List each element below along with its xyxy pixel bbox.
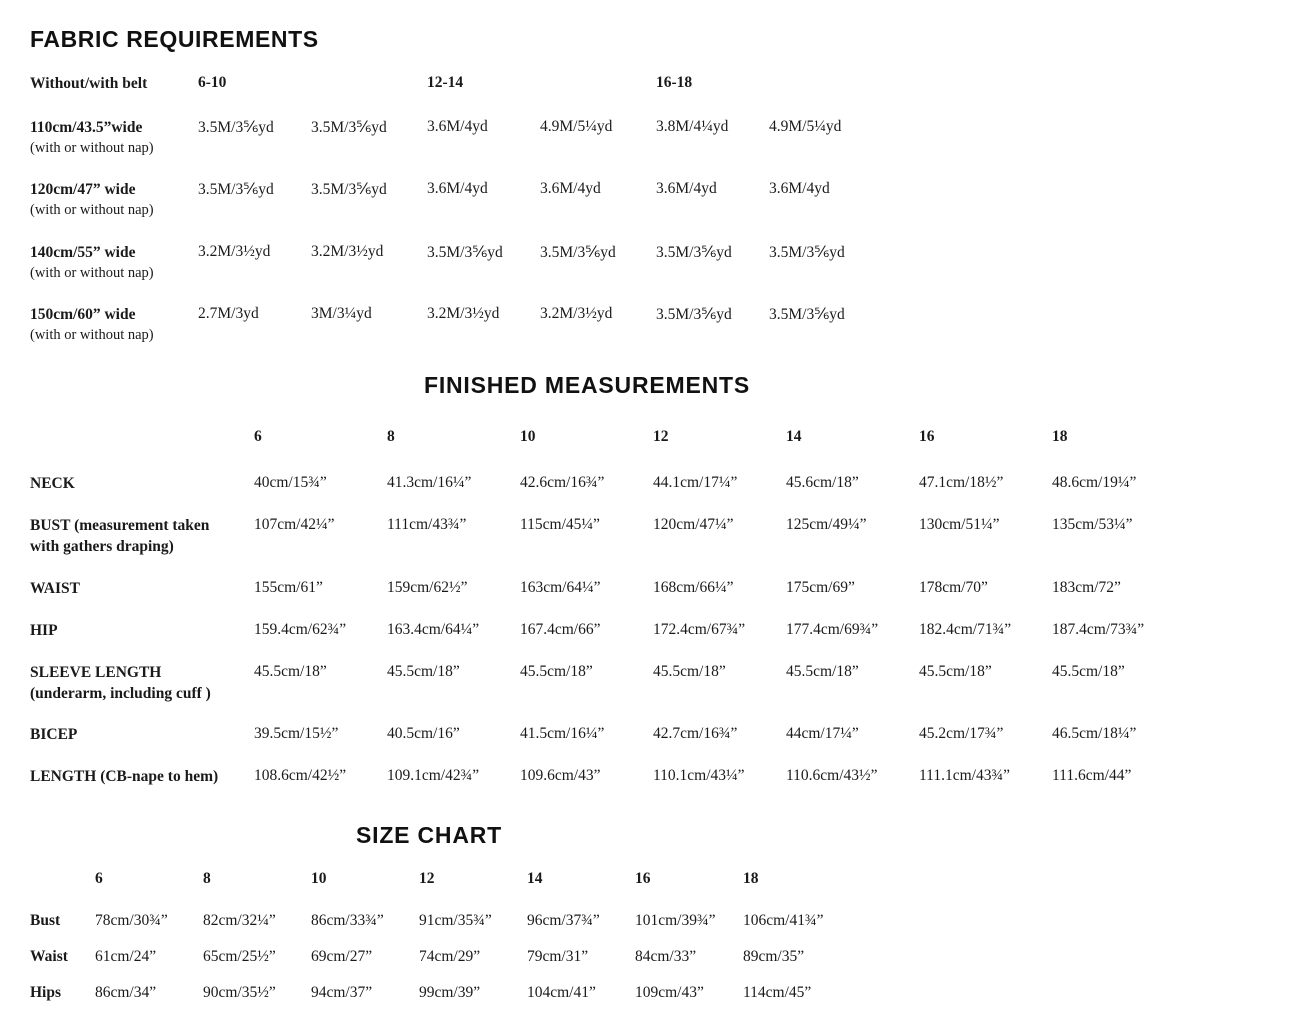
finished-cell: 41.5cm/16¼” (520, 725, 605, 743)
table-row (30, 579, 1144, 621)
size-chart-cell: 74cm/29” (419, 948, 481, 965)
size-chart-title: SIZE CHART (356, 822, 502, 848)
finished-size-14: 14 (786, 428, 802, 445)
finished-size-12: 12 (653, 428, 669, 445)
finished-row-label (30, 663, 254, 726)
finished-cell: 47.1cm/18½” (919, 474, 1004, 491)
fabric-row-label-main: 120cm/47” wide (30, 181, 136, 199)
size-chart-cell: 94cm/37” (311, 984, 373, 1001)
size-chart-cell: 104cm/41” (527, 984, 596, 1001)
finished-row-label (30, 621, 254, 663)
fabric-cell: 3.5M/3⅚yd (769, 306, 845, 324)
fabric-cell: 3.5M/3⅚yd (769, 243, 845, 261)
table-header-row (30, 74, 885, 118)
fabric-cell: 3.5M/3⅚yd (311, 119, 387, 136)
finished-cell: 110.6cm/43½” (786, 767, 878, 785)
table-row (30, 243, 885, 305)
finished-cell: 41.3cm/16¼” (387, 474, 472, 491)
finished-cell: 183cm/72” (1052, 578, 1121, 596)
size-chart-cell: 79cm/31” (527, 948, 589, 965)
finished-cell: 40.5cm/16” (387, 725, 460, 743)
size-chart-cell: 86cm/33¾” (311, 912, 384, 929)
finished-cell: 111.1cm/43¾” (919, 767, 1010, 785)
finished-row-label-main: HIP (30, 621, 58, 639)
fabric-cell: 2.7M/3yd (198, 305, 259, 323)
finished-cell: 163cm/64¼” (520, 578, 601, 596)
finished-row-label (30, 516, 254, 579)
size-chart-cell: 90cm/35½” (203, 984, 276, 1001)
finished-cell: 45.6cm/18” (786, 474, 859, 491)
fabric-cell: 3.2M/3½yd (198, 242, 271, 260)
fabric-size-group-16-18: 16-18 (656, 74, 693, 91)
finished-cell: 187.4cm/73¾” (1052, 620, 1145, 638)
fabric-cell: 3.5M/3⅚yd (656, 243, 732, 261)
size-chart-size-8: 8 (203, 870, 211, 887)
table-row (30, 725, 1144, 767)
fabric-cell: 4.9M/5¼yd (540, 118, 613, 135)
fabric-size-group-6-10: 6-10 (198, 74, 227, 91)
finished-cell: 46.5cm/18¼” (1052, 725, 1137, 743)
finished-cell: 45.5cm/18” (1052, 662, 1125, 680)
finished-row-label (30, 579, 254, 621)
finished-cell: 48.6cm/19¼” (1052, 474, 1137, 491)
finished-size-18: 18 (1052, 428, 1068, 445)
finished-row-label-main: BICEP (30, 726, 78, 744)
finished-cell: 172.4cm/67¾” (653, 620, 746, 638)
finished-row-label-main: SLEEVE LENGTH (30, 663, 162, 681)
fabric-row-label-sub: (with or without nap) (30, 327, 154, 344)
fabric-row-label (30, 118, 198, 180)
size-chart-header-blank (30, 870, 95, 912)
finished-cell: 45.5cm/18” (786, 662, 859, 680)
finished-cell: 125cm/49¼” (786, 515, 867, 533)
fabric-cell: 3.2M/3½yd (311, 242, 384, 260)
finished-cell: 175cm/69” (786, 578, 855, 596)
size-chart-cell: 78cm/30¾” (95, 912, 168, 929)
fabric-cell: 3.8M/4¼yd (656, 118, 729, 135)
finished-header-blank (30, 428, 254, 474)
finished-size-16: 16 (919, 428, 935, 445)
fabric-row-label-sub: (with or without nap) (30, 264, 154, 281)
finished-cell: 45.5cm/18” (520, 662, 593, 680)
size-chart-cell: 84cm/33” (635, 948, 697, 965)
size-chart-cell: 65cm/25½” (203, 948, 276, 965)
size-chart-cell: 99cm/39” (419, 984, 481, 1001)
fabric-cell: 3M/3¼yd (311, 305, 372, 323)
fabric-cell: 3.6M/4yd (427, 118, 488, 135)
finished-cell: 109.1cm/42¾” (387, 767, 480, 785)
finished-cell: 177.4cm/69¾” (786, 620, 879, 638)
fabric-cell: 3.6M/4yd (656, 180, 717, 198)
size-chart-size-14: 14 (527, 870, 543, 887)
finished-row-label-main: NECK (30, 475, 75, 492)
table-header-row (30, 870, 851, 912)
finished-cell: 45.5cm/18” (653, 662, 726, 680)
table-row (30, 663, 1144, 726)
finished-cell: 45.5cm/18” (387, 662, 460, 680)
table-row (30, 621, 1144, 663)
fabric-cell: 3.5M/3⅚yd (656, 306, 732, 324)
finished-cell: 108.6cm/42½” (254, 767, 347, 785)
table-row (30, 305, 885, 367)
size-chart-size-12: 12 (419, 870, 435, 887)
finished-size-6: 6 (254, 428, 262, 445)
size-chart-cell: 89cm/35” (743, 948, 805, 965)
size-chart-cell: 82cm/32¼” (203, 912, 276, 929)
finished-row-label-sub: with gathers draping) (30, 537, 174, 555)
fabric-requirements-table (30, 74, 885, 368)
size-chart-row-label: Waist (30, 948, 68, 965)
size-chart-row-label: Bust (30, 912, 61, 929)
fabric-requirements-title: FABRIC REQUIREMENTS (30, 26, 319, 52)
table-row (30, 516, 1144, 579)
size-chart-cell: 114cm/45” (743, 984, 812, 1001)
fabric-row-label-main: 110cm/43.5”wide (30, 119, 143, 136)
fabric-cell: 3.5M/3⅚yd (540, 243, 616, 261)
fabric-row-label-sub: (with or without nap) (30, 202, 154, 219)
size-chart-size-16: 16 (635, 870, 651, 887)
finished-cell: 111.6cm/44” (1052, 767, 1132, 785)
fabric-row-label-sub: (with or without nap) (30, 139, 154, 156)
size-chart-row-label: Hips (30, 984, 62, 1001)
finished-cell: 107cm/42¼” (254, 515, 335, 533)
fabric-row-label (30, 180, 198, 242)
finished-cell: 44cm/17¼” (786, 725, 859, 743)
finished-cell: 178cm/70” (919, 578, 988, 596)
finished-cell: 182.4cm/71¾” (919, 620, 1012, 638)
fabric-size-group-12-14: 12-14 (427, 74, 464, 91)
size-chart-cell: 96cm/37¾” (527, 912, 600, 929)
finished-cell: 39.5cm/15½” (254, 725, 339, 743)
finished-cell: 40cm/15¾” (254, 474, 327, 491)
table-row (30, 912, 851, 948)
size-chart-cell: 106cm/41¾” (743, 912, 824, 929)
finished-cell: 168cm/66¼” (653, 578, 734, 596)
finished-cell: 120cm/47¼” (653, 515, 734, 533)
size-chart-size-6: 6 (95, 870, 103, 887)
finished-row-label-main: WAIST (30, 579, 80, 597)
table-row (30, 180, 885, 242)
fabric-header-label: Without/with belt (30, 75, 148, 92)
size-chart-size-10: 10 (311, 870, 327, 887)
finished-measurements-table (30, 428, 1144, 809)
finished-cell: 44.1cm/17¼” (653, 474, 738, 491)
size-chart-size-18: 18 (743, 870, 759, 887)
finished-cell: 42.6cm/16¾” (520, 474, 605, 491)
size-chart-cell: 86cm/34” (95, 984, 157, 1001)
finished-row-label-main: LENGTH (CB-nape to hem) (30, 768, 219, 786)
fabric-cell: 3.2M/3½yd (540, 305, 613, 323)
finished-cell: 42.7cm/16¾” (653, 725, 738, 743)
fabric-cell: 3.6M/4yd (540, 180, 601, 198)
finished-row-label (30, 474, 254, 516)
table-row (30, 984, 851, 1020)
finished-cell: 110.1cm/43¼” (653, 767, 745, 785)
finished-cell: 135cm/53¼” (1052, 515, 1133, 533)
fabric-cell: 3.5M/3⅚yd (311, 181, 387, 199)
table-header-row (30, 428, 1144, 474)
fabric-cell: 3.5M/3⅚yd (427, 243, 503, 261)
size-chart-cell: 69cm/27” (311, 948, 373, 965)
table-row (30, 948, 851, 984)
finished-cell: 130cm/51¼” (919, 515, 1000, 533)
fabric-row-label-main: 140cm/55” wide (30, 243, 136, 261)
fabric-cell: 3.2M/3½yd (427, 305, 500, 323)
size-chart-cell: 61cm/24” (95, 948, 157, 965)
fabric-row-label (30, 243, 198, 305)
fabric-cell: 3.6M/4yd (769, 180, 830, 198)
finished-cell: 167.4cm/66” (520, 620, 601, 638)
finished-cell: 159.4cm/62¾” (254, 620, 347, 638)
finished-measurements-title: FINISHED MEASUREMENTS (423, 372, 751, 398)
size-chart-cell: 91cm/35¾” (419, 912, 492, 929)
finished-row-label-main: BUST (measurement taken (30, 516, 210, 534)
finished-cell: 45.2cm/17¾” (919, 725, 1004, 743)
finished-cell: 115cm/45¼” (520, 515, 600, 533)
fabric-row-label-main: 150cm/60” wide (30, 306, 136, 324)
finished-cell: 45.5cm/18” (254, 662, 327, 680)
table-row (30, 118, 885, 180)
table-row (30, 767, 1144, 809)
finished-cell: 45.5cm/18” (919, 662, 992, 680)
finished-cell: 163.4cm/64¼” (387, 620, 480, 638)
finished-row-label (30, 767, 254, 809)
fabric-cell: 3.6M/4yd (427, 180, 488, 198)
size-chart-table (30, 870, 851, 1020)
finished-size-10: 10 (520, 428, 536, 445)
size-chart-cell: 101cm/39¾” (635, 912, 716, 929)
finished-cell: 155cm/61” (254, 578, 323, 596)
finished-size-8: 8 (387, 428, 395, 445)
fabric-cell: 3.5M/3⅚yd (198, 181, 274, 199)
finished-row-label (30, 725, 254, 767)
table-row (30, 474, 1144, 516)
fabric-cell: 4.9M/5¼yd (769, 118, 842, 135)
fabric-row-label (30, 305, 198, 367)
finished-cell: 159cm/62½” (387, 578, 468, 596)
finished-cell: 111cm/43¾” (387, 515, 467, 533)
finished-row-label-sub: (underarm, including cuff ) (30, 684, 211, 702)
fabric-cell: 3.5M/3⅚yd (198, 119, 274, 136)
finished-cell: 109.6cm/43” (520, 767, 601, 785)
size-chart-cell: 109cm/43” (635, 984, 704, 1001)
